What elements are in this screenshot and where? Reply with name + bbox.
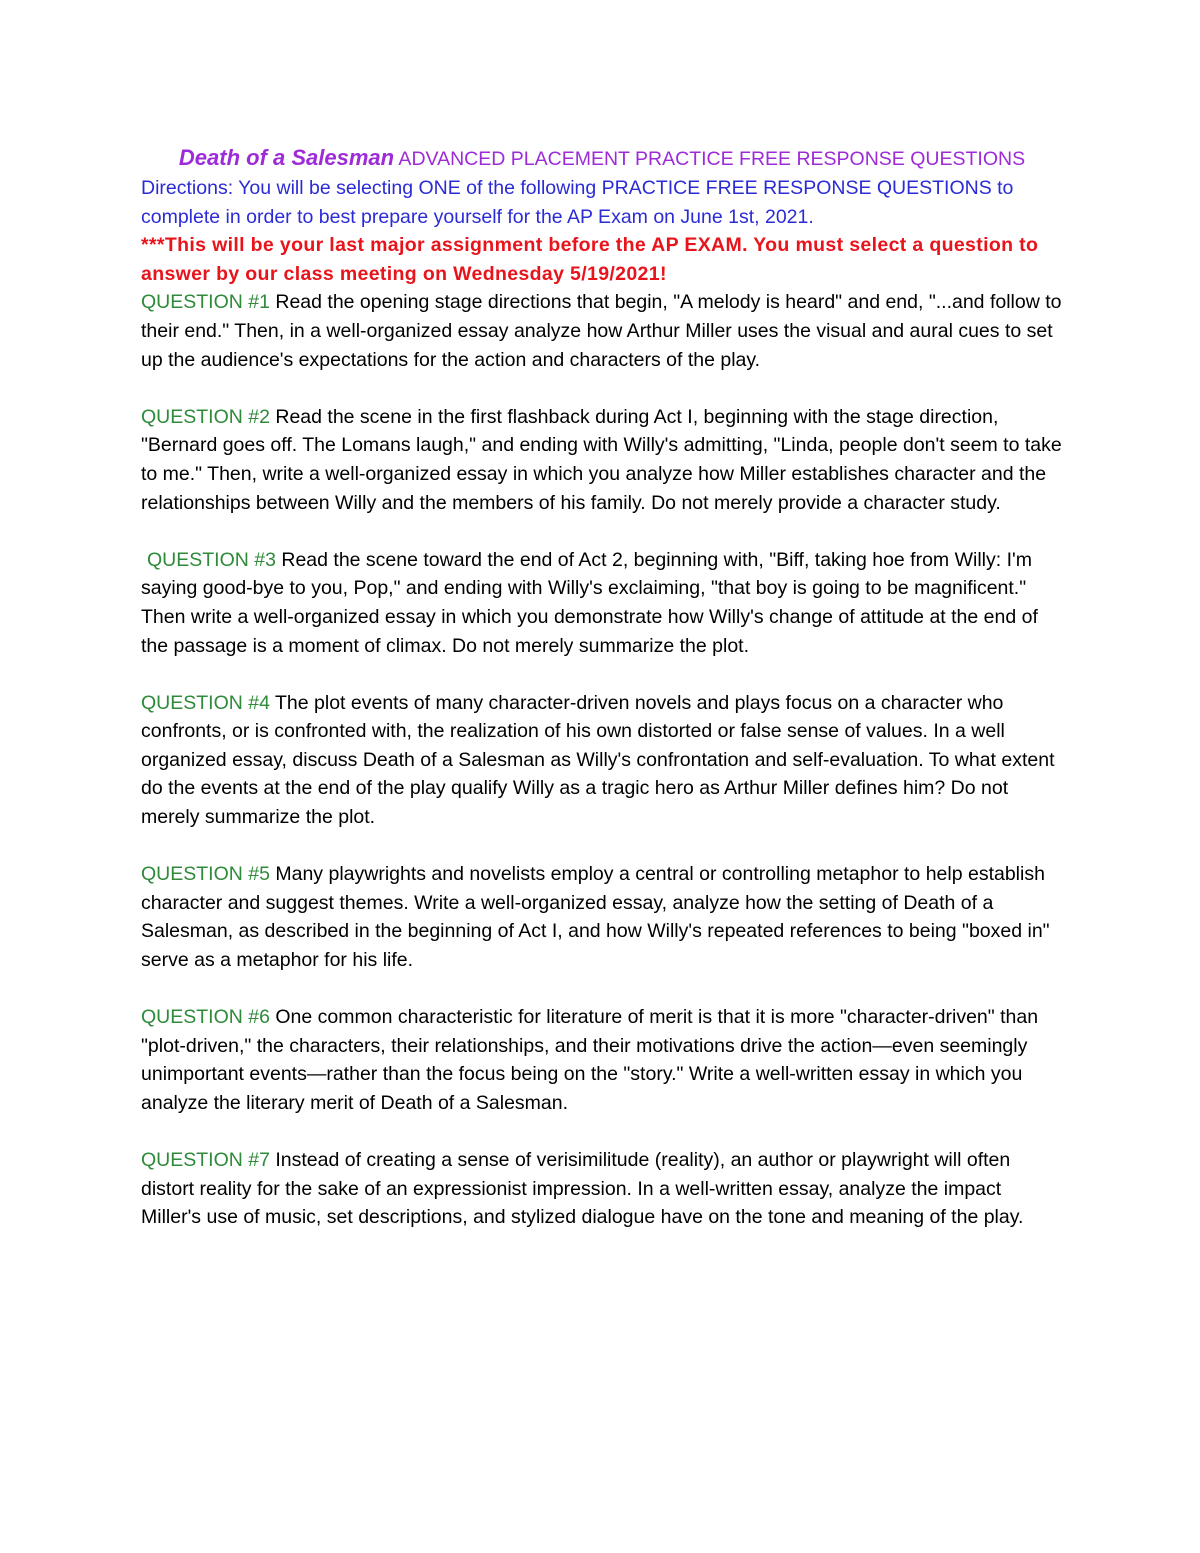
question-6 (141, 1003, 1063, 1117)
paragraph-spacer (141, 832, 1063, 861)
question-label: QUESTION #6 (141, 1006, 270, 1029)
question-7 (141, 1146, 1063, 1232)
question-label: QUESTION #3 (147, 548, 276, 571)
paragraph-spacer (141, 517, 1063, 546)
question-3 (141, 546, 1063, 660)
title-rest: ADVANCED PLACEMENT PRACTICE FREE RESPONSE QUESTIONS (394, 148, 1026, 170)
question-text: One common characteristic for literature of merit is that it is more "character-driven" than "plot-driven," the characters, their relationships, and their motivations drive the action—even seemingly unimportant events—rather than the focus being on the "story." Write a well-written essay in which you analyze the literary merit of Death of a Salesman. (141, 1006, 1039, 1114)
question-5 (141, 860, 1063, 974)
paragraph-spacer (141, 660, 1063, 689)
question-label: QUESTION #7 (141, 1149, 270, 1172)
question-text: Instead of creating a sense of verisimilitude (reality), an author or playwright will often distort reality for the sake of an expressionist impression. In a well-written essay, analyze the impact Miller's use of music, set descriptions, and stylized dialogue have on the tone and meaning of the play. (141, 1149, 1024, 1229)
question-4 (141, 689, 1063, 832)
question-2 (141, 403, 1063, 517)
question-text: The plot events of many character-driven novels and plays focus on a character who confronts, or is confronted with, the realization of his own distorted or false sense of values. In a well organized essay, discuss Death of a Salesman as Willy's confrontation and self-evaluation. To what extent do the events at the end of the play qualify Willy as a tragic hero as Arthur Miller defines him? Do not merely summarize the plot. (141, 691, 1055, 829)
question-text: Many playwrights and novelists employ a central or controlling metaphor to help establish character and suggest themes. Write a well-organized essay, analyze how the setting of Death of a Salesman, as described in the beginning of Act I, and how Willy's repeated references to being "boxed in" serve as a metaphor for his life. (141, 863, 1050, 972)
question-text: Read the scene toward the end of Act 2, beginning with, "Biff, taking hoe from Willy: I'm saying good-bye to you, Pop," and ending with Willy's exclaiming, "that boy is going to be magnificent." Then write a well-organized essay in which you demonstrate how Willy's change of attitude at the end of the passage is a moment of climax. Do not merely summarize the plot. (141, 548, 1038, 657)
directions-text: Directions: You will be selecting ONE of the following PRACTICE FREE RESPONSE QUESTIONS to complete in order to best prepare yourself for the AP Exam on June 1st, 2021. (141, 177, 1014, 228)
paragraph-spacer (141, 1118, 1063, 1147)
question-1 (141, 288, 1063, 374)
question-text: Read the scene in the first flashback during Act I, beginning with the stage direction, "Bernard goes off. The Lomans laugh," and ending with Willy's admitting, "Linda, people don't seem to take to me." Then, write a well-organized essay in which you analyze how Miller establishes character and the relationships between Willy and the members of his family. Do not merely provide a character study. (141, 405, 1062, 514)
paragraph-spacer (141, 374, 1063, 403)
question-label: QUESTION #1 (141, 291, 270, 314)
question-label: QUESTION #2 (141, 405, 270, 428)
title-main: Death of a Salesman (178, 145, 395, 170)
question-label: QUESTION #4 (141, 691, 270, 714)
question-text: Read the opening stage directions that begin, "A melody is heard" and end, "...and follow to their end." Then, in a well-organized essay analyze how Arthur Miller uses the visual and aural cues to set up the audience's expectations for the action and characters of the play. (141, 291, 1062, 371)
question-label: QUESTION #5 (141, 863, 270, 886)
warning-text: ***This will be your last major assignment before the AP EXAM. You must select a question to answer by our class meeting on Wednesday 5/19/2021! (141, 234, 1039, 285)
document-page (141, 143, 1063, 1232)
document-title (141, 143, 1063, 174)
paragraph-spacer (141, 975, 1063, 1004)
